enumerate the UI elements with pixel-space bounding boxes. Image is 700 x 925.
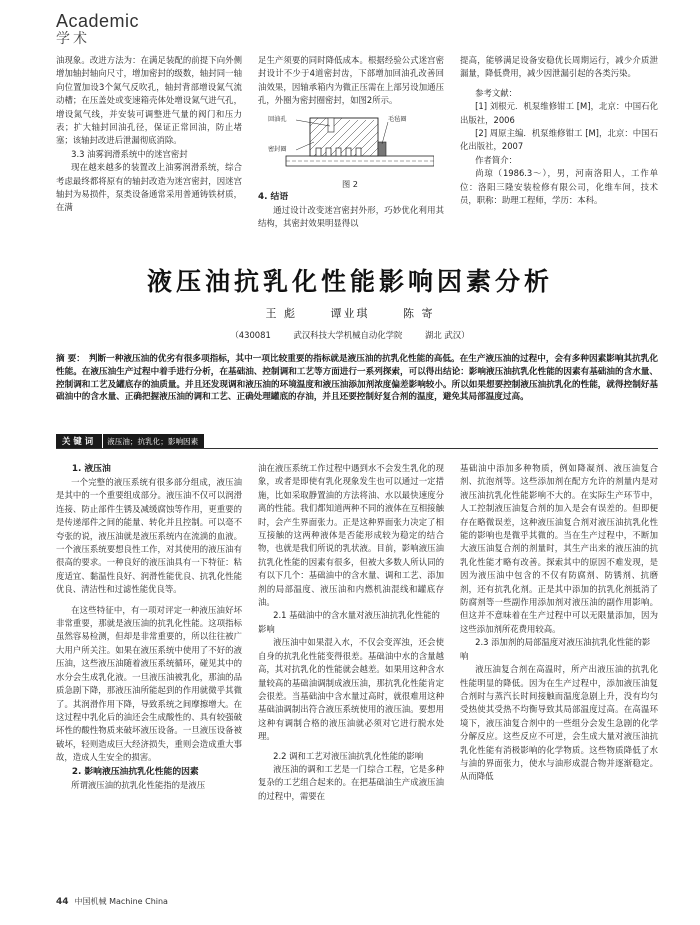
page-number: 44 (56, 897, 69, 907)
paragraph: 足生产须要的同时降低成本。根据经验公式迷宫密封设计不少于4道密封齿，下部增加回油孔改善回油效果，因轴承箱内为微正压需在上部另设加通压孔，外圈为密封圈密封，如图2所示。 (258, 55, 444, 106)
section-heading: 3.3 油雾润滑系统中的迷宫密封 (71, 148, 188, 159)
body-col2 (258, 462, 444, 803)
author-intro: 尚琼（1986.3～），男，河南洛阳人，工作单位：洛阳三隆安装检修有限公司，化维车间，技术员，职称：助理工程师，学历：本科。 (460, 168, 658, 206)
paragraph: 基础油中添加多种物质，例如降凝剂、液压油复合剂、抗泡剂等。这些添加剂在配方允许的剂量内是对液压油抗乳化性能影响不大的。在实际生产环节中，人工控制液压油复合剂的加入是会有误差的。但即便存在略微误差，这种液压油复合剂对液压油抗乳化性能的影响也是微乎其微的。当在生产过程中，不断加大液压油复合剂的剂量时，其生产出来的液压油的抗乳化性能才略有改善。探索其中的原因不难发现，是因为液压油中包含的不仅有防腐剂、防锈剂、抗磨剂，还有抗乳化剂。正是其中添加的抗乳化剂抵消了防腐剂等一些副作用添加剂对液压油的副作用影响。但这并不意味着在生产过程中可以无限量添加，因为这些添加剂所花费用较高。 (460, 463, 658, 634)
paragraph: 一个完整的液压系统有很多部分组成，液压油是其中的一个重要组成部分。液压油不仅可以润滑连接、防止部件生锈及减缓腐蚀等作用，更重要的是传递部件之间的能量、转化并且控制。可以毫不夸张的说，液压油就是液压系统内在流淌的血液。一个液压系统要想良性工作，对其使用的液压油有很高的要求。一种良好的液压油具有一下特征：粘度适宜、黏温性良好、润滑性能优良、抗乳化性能优良、清洁性和过滤性能优良等。 (56, 477, 242, 595)
reference-item: [2] 周原主编．机泵维修钳工 [M]，北京：中国石化出版社，2007 (460, 128, 658, 152)
paragraph: 所谓液压油的抗乳化性能指的是液压 (71, 779, 206, 790)
subsection-heading: 2.1 基础油中的含水量对液压油抗乳化性能的影响 (258, 610, 440, 634)
paragraph: 现在越来越多的装置改上油雾润滑系统，综合考虑最终都将原有的轴封改造为迷宫密封，因迷宫轴封为易损件，泵类设备通常采用普通铸铁材质，在满 (56, 162, 242, 213)
header-academic-en: Academic (56, 11, 140, 31)
paragraph: 油现象。改进方法为：在满足装配的前提下向外侧增加轴封轴向尺寸，增加密封的级数，轴封同一轴向位置加设3个氮气反吹孔，轴封背部增设氮气流动槽；在压盖处或变速箱壳体处增设氮气进气孔，增设氮气线，并安装可调整进气量的阀门和压力表；扩大轴封回油孔径，保证正常回油，防止堵塞；该轴封改进后泄漏彻底消除。 (56, 55, 242, 146)
magazine-name: 中国机械 Machine China (74, 897, 168, 906)
subsection-heading: 2.2 调和工艺对液压油抗乳化性能的影响 (273, 750, 424, 761)
institution: 武汉科技大学机械自动化学院 (293, 330, 403, 340)
paragraph: 通过设计改变迷宫密封外形，巧妙优化利用其结构，其密封效果明显得以 (258, 204, 444, 229)
references-title: 参考文献： (475, 87, 517, 98)
prev-article-col1 (56, 54, 242, 215)
section-heading: 4. 结语 (258, 191, 289, 202)
paragraph: 液压油的调和工艺是一门综合工程，它是多种复杂的工艺组合起来的。在把基础油生产成液压油的过程中，需要在 (258, 763, 444, 801)
figure-label-oil-hole: 回油孔 (268, 115, 287, 123)
body-col1 (56, 462, 242, 792)
abstract-text: 判断一种液压油的优劣有很多项指标，其中一项比较重要的指标就是液压油的抗乳化性能的高低。在生产液压油的过程中，会有多种因素影响其抗乳化性能。在液压油生产过程中着手进行分析，在基础油、控制调和工艺等方面进行一系列探索，可以得出结论：影响液压油抗乳化性能的因素有基础油的含水量、控制调和工艺及罐底存的油质量。并且还发现调和液压油的环境温度和液压油添加剂浓度偏差影响较小。所以如果想要控制液压油抗乳化的性能，就得控制好基础油中的含水量、正确把握液压油的调和工艺、正确处理罐底的存油，并且还要控制好复合剂的温度，避免其局部温度过高。 (56, 354, 658, 403)
postal-code: （430081 (230, 330, 271, 340)
figure-labyrinth-seal (266, 112, 434, 176)
abstract (56, 353, 658, 404)
prev-article-col2 (258, 54, 444, 230)
section-heading: 1. 液压油 (71, 464, 111, 474)
paragraph: 油在液压系统工作过程中遇到水不会发生乳化的现象，或者是即使有乳化现象发生也可以通过一定措施，比如采取静置油的方法将油、水以最快速度分离的性能。我们都知道两种不同的液体在互相接触时，会产生界面张力。正是这种界面张力决定了相互接触的这两种液体是否能形成较为稳定的结合物，也就是我们所说的乳状液。目前，影响液压油抗乳化性能的因素有很多，但被大多数人所认同的有以下几个：基础油中的含水量、调和工艺、添加剂的局部温度、液压油和内燃机油混线和罐底存油。 (258, 463, 444, 608)
abstract-label: 摘 要： (56, 354, 85, 364)
reference-item: [1] 刘根元．机泵维修钳工 [M]，北京：中国石化出版社，2006 (460, 101, 658, 125)
figure-caption: 图 2 (342, 178, 358, 189)
author-affiliation (0, 329, 700, 341)
keywords-label: 关键词 (56, 434, 102, 449)
figure-label-felt-ring: 毛毡圈 (388, 115, 407, 123)
author-name: 王 彪 (265, 307, 297, 320)
author-name: 陈 寄 (403, 307, 435, 320)
figure-label-seal-ring: 密封圈 (268, 145, 287, 153)
article-authors (0, 305, 700, 321)
section-heading: 2. 影响液压油抗乳化性能的因素 (71, 766, 199, 777)
article-title: 液压油抗乳化性能影响因素分析 (146, 267, 553, 296)
labyrinth-seal-diagram (266, 112, 434, 176)
keywords-bar (56, 434, 204, 449)
subsection-heading: 2.3 添加剂的局部温度对液压油抗乳化性能的影响 (460, 637, 651, 661)
page-footer (56, 896, 168, 907)
journal-header (56, 12, 139, 47)
paragraph: 在这些特征中，有一项对评定一种液压油好坏非常重要，那就是液压油的抗乳化性能。这项指标虽然容易检测，但却是非常重要的，所以往往被广大用户所关注。如果在液压系统中使用了不好的液压油，这些液压油随着液压系统循环，碰见其中的水分会生成乳化液。一旦液压油被乳化，那油的品质急剧下降，那液压油所能起到的作用就微乎其微了。其润滑作用下降，导致系统之间摩擦增大。在这过程中乳化后的油还会生成酸性的、具有较强破坏性的酸性物质来破坏液压设备。一旦液压设备被破坏，轻则造成巨大经济损失，重则会造成重大事故，造成人生安全的损害。 (56, 604, 242, 763)
prev-article-col3 (460, 54, 658, 207)
paragraph: 提高，能够满足设备安稳优长周期运行，减少介质泄漏量，降低费用，减少因泄漏引起的各类污染。 (460, 55, 658, 79)
author-intro-title: 作者简介： (475, 154, 517, 165)
region: 湖北 武汉） (425, 330, 470, 340)
body-col3 (460, 462, 658, 784)
keywords-divider (56, 448, 658, 449)
header-academic-cn: 学术 (56, 31, 90, 47)
paragraph: 液压油复合剂在高温时，所产出液压油的抗乳化性能明显的降低。因为在生产过程中，添加液压油复合剂时与蒸汽长时间接触而温度急剧上升，没有均匀受热使其受热不均衡导致其局部温度过高。在高温环境下，液压油复合剂中的一些组分会发生急剧的化学分解反应。这些反应不可逆，会生成大量对液压油抗乳化性能有消极影响的化学物质。这些物质降低了水与油的界面张力，使水与油形成混合物并逐渐稳定。从而降低 (460, 664, 658, 782)
keywords-text: 液压油；抗乳化；影响因素 (103, 434, 204, 449)
author-name: 谭业琪 (330, 307, 370, 320)
paragraph: 液压油中如果混入水，不仅会变浑浊，还会使自身的抗乳化性能变得很差。基础油中水的含量越高，其对抗乳化的性能就会越差。如果用这种含水量较高的基础油调制成液压油，那抗乳化性能肯定会很差。当基础油中含水量过高时，就很难用这种基础油调制出符合液压系统使用的液压油。要想用这种有调制合格的液压油就必须对它进行脱水处理。 (258, 637, 444, 742)
